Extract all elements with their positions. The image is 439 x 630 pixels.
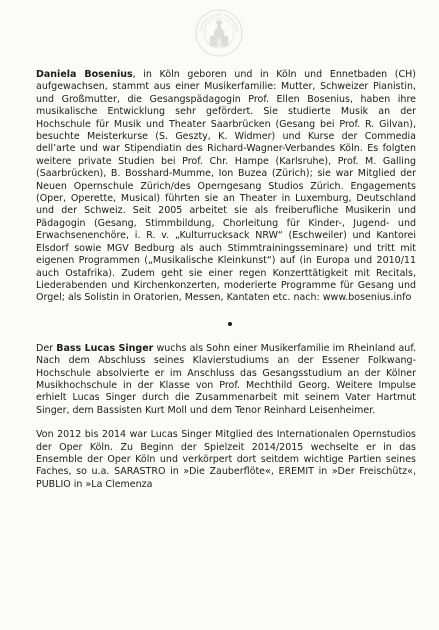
bio-text-lucas-singer-career: Von 2012 bis 2014 war Lucas Singer Mitglied des Internationalen Opernstudios der Oper Köln. Zu Beginn der Spielzeit 2014/2015 wechselte er in das Ensemble der Oper Köln und verkörpert dort seitdem wichtige Partien seines Faches, so u.a. SARASTRO in »Die Zauberflöte«, EREMIT in »Der Freischütz«, PUBLIO in »La Clemenza <box>36 429 416 490</box>
divider-dot <box>228 322 232 326</box>
bio-name-lucas-singer: Bass Lucas Singer <box>56 342 154 354</box>
section-divider <box>36 318 416 330</box>
bio-text-lucas-singer: wuchs als Sohn einer Musikerfamilie im Rheinland auf. Nach dem Abschluss seines Klavierstudiums an der Essener Folkwang-Hochschule absolvierte er im Anschluss das Gesangsstudium an der Kölner Musikhochschule in der Klasse von Prof. Mechthild Georg. Weitere Impulse erhielt Lucas Singer durch die Zusammenarbeit mit seinem Vater Hartmut Singer, dem Bassisten Kurt Moll und dem Tenor Reinhard Leisenheimer. <box>36 342 416 416</box>
bio-lead-lucas-singer: Der <box>36 342 57 354</box>
bio-daniela-bosenius <box>36 69 416 305</box>
bio-text-daniela-bosenius: , in Köln geboren und in Köln und Ennetbaden (CH) aufgewachsen, stammt aus einer Musikerfamilie: Mutter, Schweizer Pianistin, und Großmutter, die Gesangspädagogin Prof. Ellen Bosenius, haben ihre musikalische Entwicklung sehr gefördert. Sie studierte Musik an der Hochschule für Musik und Theater Saarbrücken (Gesang bei Prof. R. Gilvan), besuchte Meisterkurse (S. Geszty, K. Widmer) und Kurse der Commedia dell’arte und war Stipendiatin des Richard-Wagner-Verbandes Köln. Es folgten weitere private Studien bei Prof. Chr. Hampe (Karlsruhe), Prof. M. Galling (Saarbrücken), B. Bosshard-Mumme, Ion Buzea (Zürich); sie war Mitglied der Neuen Opernschule Zürich/des Operngesang Studios Zürich. Engagements (Oper, Operette, Musical) führten sie an Theater in Luxemburg, Deutschland und der Schweiz. Seit 2005 arbeitet sie als freiberufliche Musikerin und Pädagogin (Gesang, Stimmbildung, Chorleitung für Kinder-, Jugend- und Erwachsenenchöre, i. R. v. „Kulturrucksack NRW“ (Eschweiler) und Kantorei Elsdorf sowie MGV Bedburg als auch Stimmtrainingsseminare) und tritt mit eigenen Programmen („Musikalische Kleinkunst“) auf (in Europa und 2010/11 auch Ostafrika). Zudem geht sie einer regen Konzerttätigkeit mit Recitals, Liederabenden und Kirchenkonzerten, moderierte Programme für Gesang und Orgel; als Solistin in Oratorien, Messen, Kantaten etc. nach: www.bosenius.info <box>36 69 416 304</box>
svg-text:KATHOLISCHE PFARRGEMEINDE ST.: KATHOLISCHE PFARRGEM <box>199 12 239 32</box>
bio-lucas-singer-career <box>36 429 416 491</box>
document-body <box>36 69 416 491</box>
parish-seal-logo <box>194 8 244 58</box>
bio-name-daniela-bosenius: Daniela Bosenius <box>36 69 133 80</box>
bio-lucas-singer <box>36 343 416 417</box>
